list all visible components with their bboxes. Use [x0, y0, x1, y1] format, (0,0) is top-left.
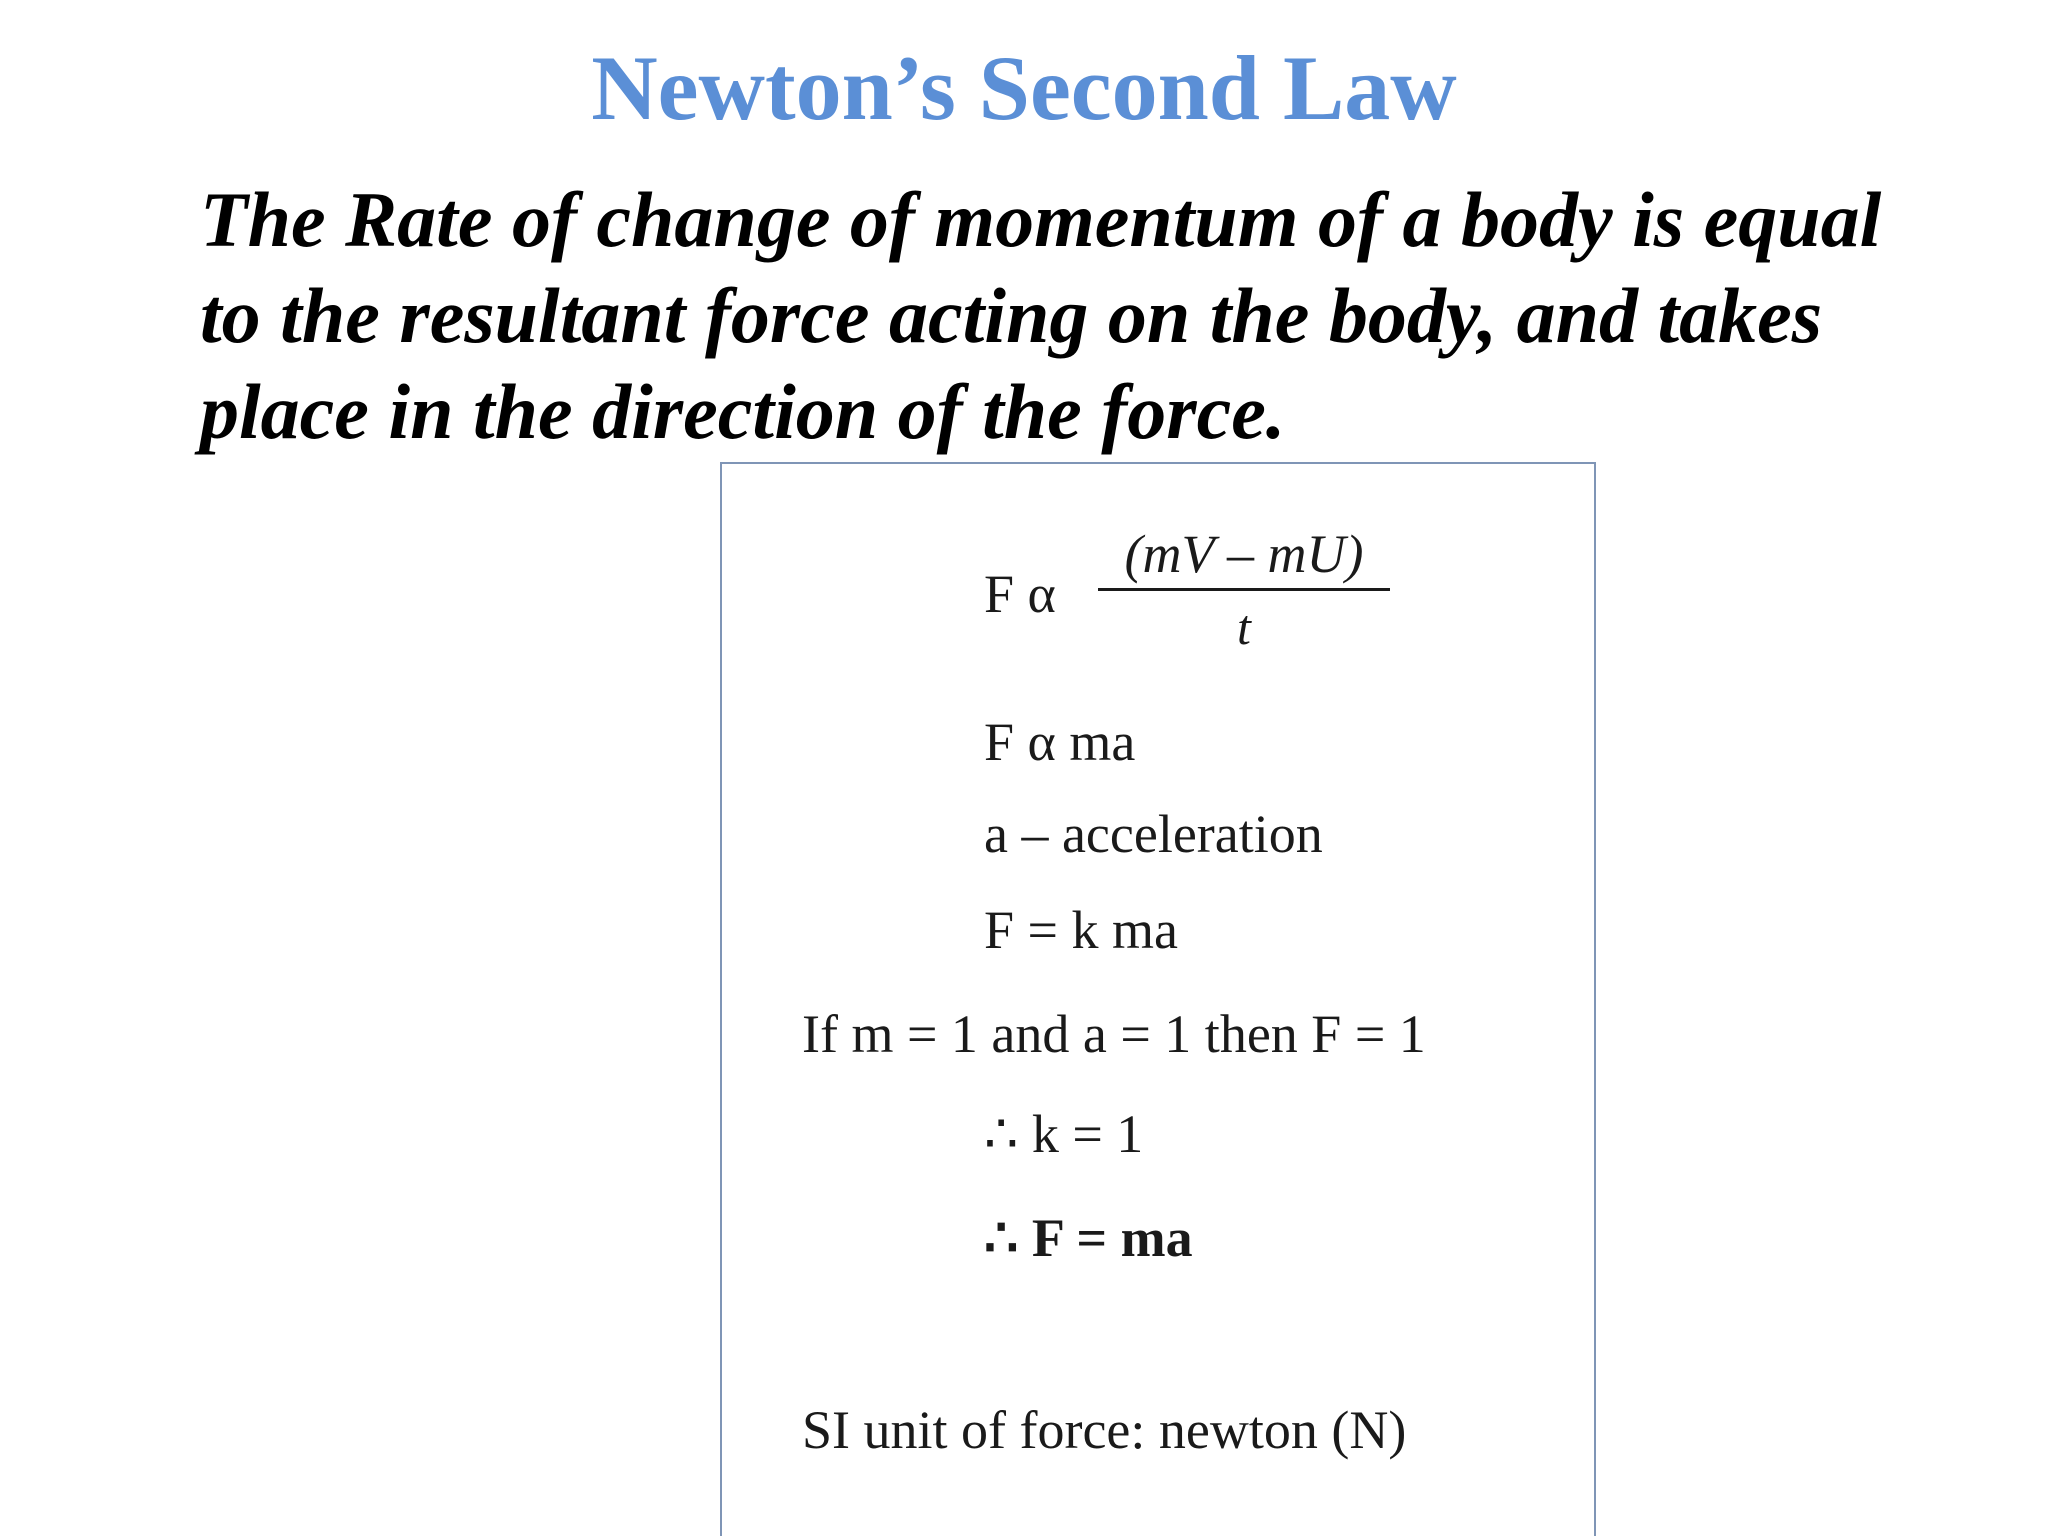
proportional-prefix: F α [984, 564, 1056, 624]
formula-acceleration-def: a – acceleration [984, 804, 1323, 864]
formula-condition: If m = 1 and a = 1 then F = 1 [802, 1004, 1426, 1064]
formula-k-equals-1: ∴ k = 1 [984, 1104, 1144, 1164]
formula-box [720, 462, 1596, 1536]
law-statement: The Rate of change of momentum of a body is equal to the resultant force acting on the body, and takes place in the direction of the force. [200, 176, 1882, 455]
formula-f-kma: F = k ma [984, 900, 1178, 960]
formula-f-alpha-ma: F α ma [984, 712, 1136, 772]
fraction-denominator: t [1237, 599, 1251, 655]
momentum-fraction [1098, 524, 1390, 657]
fraction-numerator: (mV – mU) [1124, 524, 1364, 584]
slide-title: Newton’s Second Law [591, 37, 1457, 139]
si-unit-line: SI unit of force: newton (N) [802, 1400, 1407, 1460]
formula-result: ∴ F = ma [984, 1208, 1193, 1268]
